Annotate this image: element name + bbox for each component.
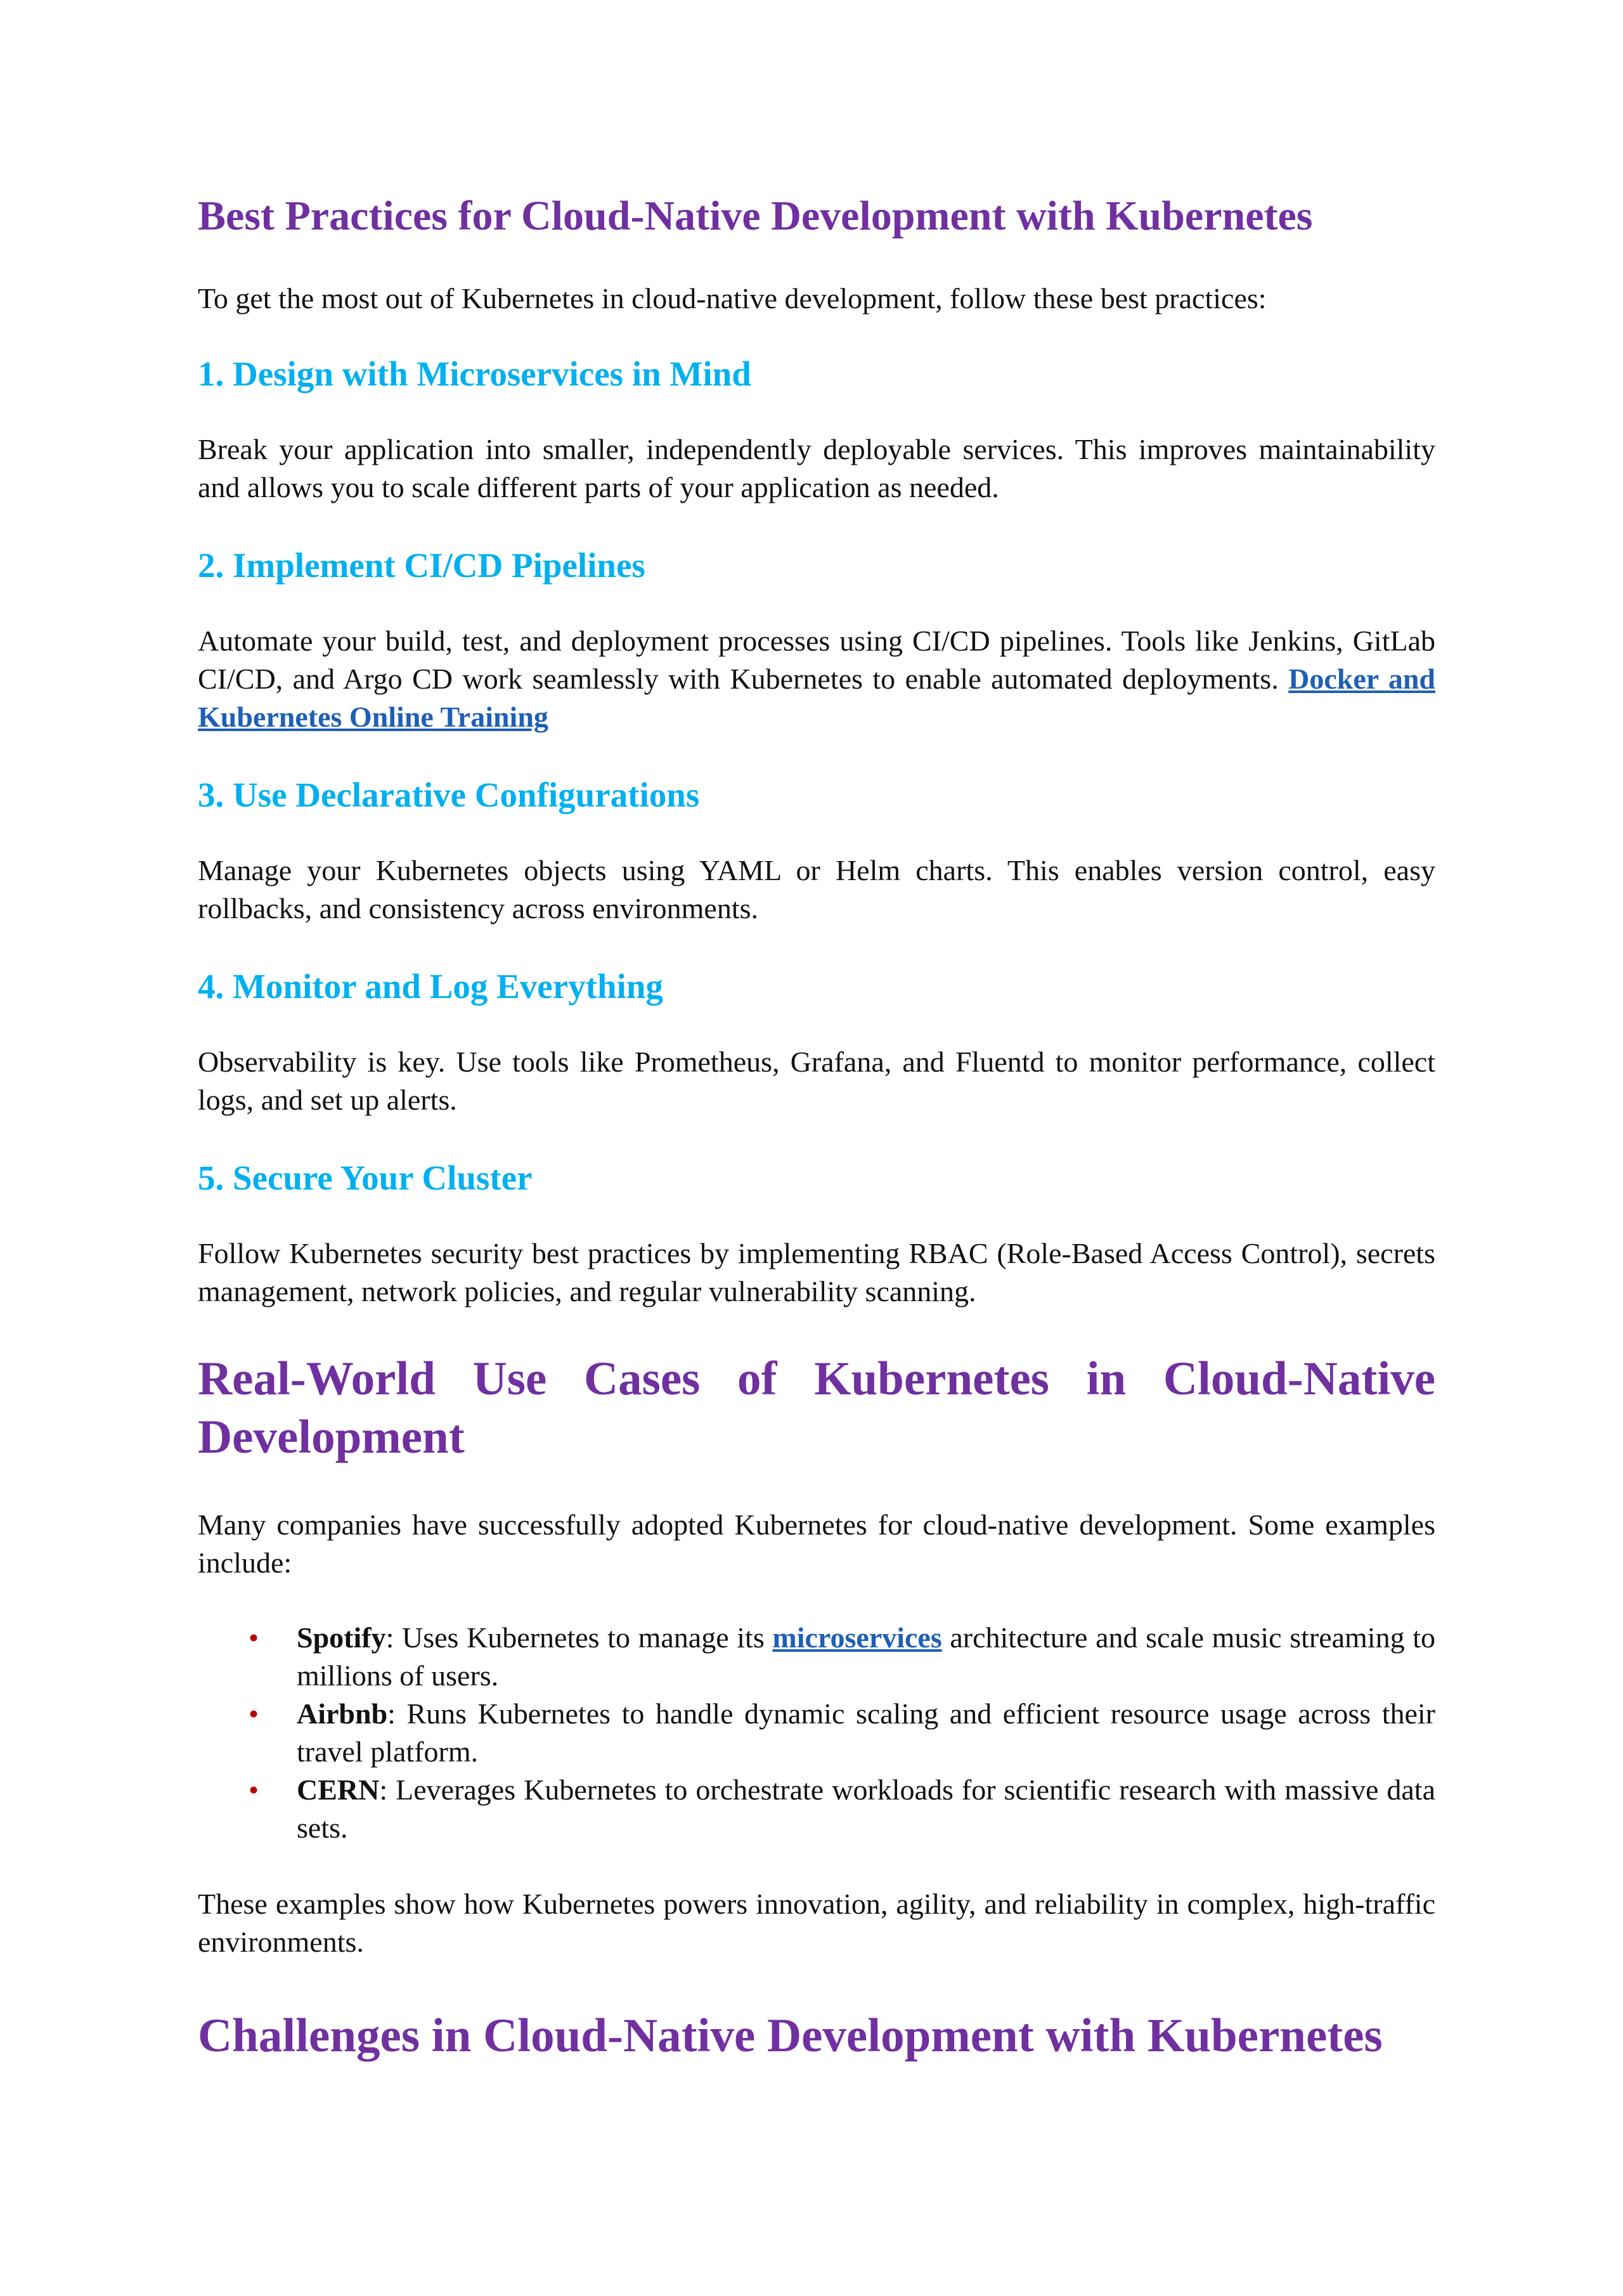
challenges-title: Challenges in Cloud-Native Development with Kubernetes bbox=[198, 2009, 1383, 2062]
use-case-text: : Leverages Kubernetes to orchestrate workloads for scientific research with massive data sets. bbox=[297, 1773, 1435, 1844]
practice-text-4: Observability is key. Use tools like Prometheus, Grafana, and Fluentd to monitor performance, collect logs, and set up alerts. bbox=[198, 1045, 1435, 1116]
document-page bbox=[198, 190, 1435, 2065]
use-cases-list bbox=[198, 1619, 1435, 1847]
bullet-icon: • bbox=[249, 1773, 259, 1806]
microservices-link[interactable]: microservices bbox=[772, 1621, 942, 1654]
practice-heading-4: 4. Monitor and Log Everything bbox=[198, 966, 663, 1006]
docker-kubernetes-training-link[interactable]: Docker and Kubernetes Online Training bbox=[198, 662, 1436, 733]
use-case-text: : Uses Kubernetes to manage its bbox=[385, 1621, 773, 1654]
practice-text-3: Manage your Kubernetes objects using YAML or Helm charts. This enables version control, easy rollbacks, and consistency across environments. bbox=[198, 853, 1435, 924]
list-item bbox=[198, 1695, 1435, 1771]
practice-text-2-body: Automate your build, test, and deployment processes using CI/CD pipelines. Tools like Jenkins, GitLab CI/CD, and Argo CD work seamlessly with Kubernetes to enable automated deployments. bbox=[198, 624, 1435, 695]
bullet-icon: • bbox=[249, 1697, 259, 1730]
practice-text-2 bbox=[198, 622, 1435, 736]
best-practices-title: Best Practices for Cloud-Native Development with Kubernetes bbox=[198, 193, 1313, 239]
use-cases-conclusion: These examples show how Kubernetes powers innovation, agility, and reliability in complex, high-traffic environments. bbox=[198, 1887, 1435, 1958]
use-case-text-after: architecture and scale music streaming to millions of users. bbox=[297, 1621, 1436, 1692]
list-item bbox=[198, 1771, 1435, 1847]
bullet-icon: • bbox=[249, 1621, 259, 1654]
use-cases-title: Real-World Use Cases of Kubernetes in Cloud-Native Development bbox=[198, 1352, 1435, 1463]
practice-heading-2: 2. Implement CI/CD Pipelines bbox=[198, 545, 645, 585]
practice-heading-1: 1. Design with Microservices in Mind bbox=[198, 354, 751, 393]
practice-text-5: Follow Kubernetes security best practices by implementing RBAC (Role-Based Access Control), secrets management, network policies, and regular vulnerability scanning. bbox=[198, 1236, 1435, 1307]
company-name: CERN bbox=[297, 1773, 380, 1806]
best-practices-intro: To get the most out of Kubernetes in cloud-native development, follow these best practices: bbox=[198, 282, 1267, 315]
practice-text-1: Break your application into smaller, independently deployable services. This improves maintainability and allows you to scale different parts of your application as needed. bbox=[198, 432, 1435, 503]
company-name: Spotify bbox=[297, 1621, 386, 1654]
company-name: Airbnb bbox=[297, 1697, 388, 1730]
list-item bbox=[198, 1619, 1435, 1695]
use-case-text: : Runs Kubernetes to handle dynamic scaling and efficient resource usage across their travel platform. bbox=[297, 1697, 1435, 1768]
use-cases-intro: Many companies have successfully adopted Kubernetes for cloud-native development. Some examples include: bbox=[198, 1508, 1435, 1579]
practice-heading-5: 5. Secure Your Cluster bbox=[198, 1158, 533, 1197]
practice-heading-3: 3. Use Declarative Configurations bbox=[198, 775, 700, 814]
